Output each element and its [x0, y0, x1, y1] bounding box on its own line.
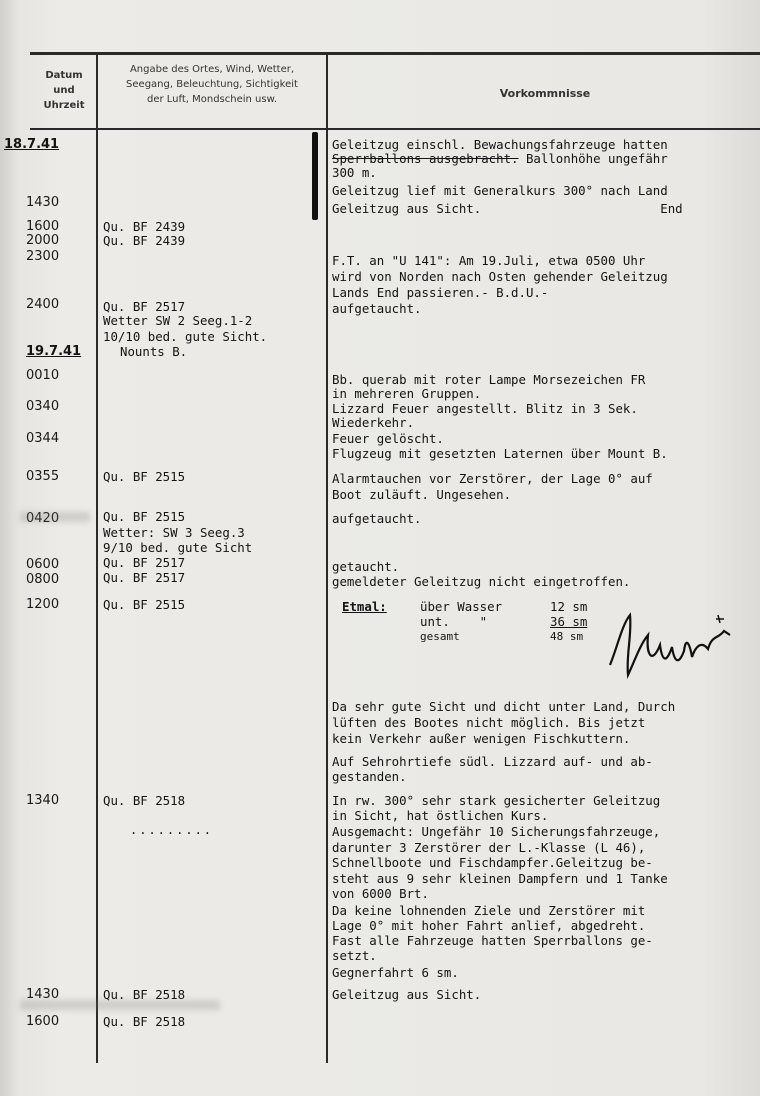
- entry-text: Alarmtauchen vor Zerstörer, der Lage 0° auf: [332, 471, 653, 486]
- entry-text: Lizzard Feuer angestellt. Blitz in 3 Sek.: [332, 401, 638, 416]
- entry-text: Geleitzug aus Sicht. End: [332, 201, 683, 216]
- entry-text: Flugzeug mit gesetzten Laternen über Mount B.: [332, 446, 668, 461]
- position: Qu. BF 2439: [103, 233, 186, 248]
- top-rule: [30, 52, 760, 55]
- time-1430: 1430: [26, 195, 60, 210]
- header-date-column: Datum und Uhrzeit: [43, 70, 85, 111]
- position: Qu. BF 2517: [103, 555, 186, 570]
- etmal-label: Etmal:: [342, 599, 387, 614]
- entry-text: getaucht.: [332, 559, 400, 574]
- entry-text: Geleitzug lief mit Generalkurs 300° nach Land: [332, 183, 668, 198]
- etmal-row-label: über Wasser: [420, 599, 503, 614]
- entry-text: Wiederkehr.: [332, 415, 415, 430]
- entry-text: in mehreren Gruppen.: [332, 386, 482, 401]
- time-2300: 2300: [26, 249, 60, 264]
- entry-text: Ausgemacht: Ungefähr 10 Sicherungsfahrzeuge,: [332, 824, 661, 839]
- time-0420: 0420: [26, 511, 60, 526]
- position: Qu. BF 2515: [103, 509, 186, 524]
- time-1600: 1600: [26, 1014, 60, 1029]
- entry-text: lüften des Bootes nicht möglich. Bis jetzt: [332, 715, 646, 730]
- time-1430: 1430: [26, 987, 60, 1002]
- entry-text: Gegnerfahrt 6 sm.: [332, 965, 459, 980]
- entry-text: Geleitzug einschl. Bewachungsfahrzeuge hatten: [332, 137, 668, 152]
- time-0010: 0010: [26, 368, 60, 383]
- header-events-column: Vorkommnisse: [499, 87, 591, 100]
- smudge: [20, 1000, 220, 1010]
- column-divider-place: [326, 55, 328, 1063]
- header-place-column: Angabe des Ortes, Wind, Wetter, Seegang, Beleuchtung, Sichtigkeit der Luft, Mondschein usw.: [126, 64, 298, 105]
- smudge: [20, 512, 90, 522]
- entry-text: 300 m.: [332, 165, 377, 180]
- entry-text: Lands End passieren.- B.d.U.-: [332, 285, 549, 300]
- entry-text: Sperrballons ausgebracht. Ballonhöhe ungefähr: [332, 151, 668, 166]
- etmal-row-value: 36 sm: [550, 614, 588, 629]
- time-0355: 0355: [26, 469, 60, 484]
- entry-text: Auf Sehrohrtiefe südl. Lizzard auf- und ab-: [332, 754, 653, 769]
- entry-text: Schnellboote und Fischdampfer.Geleitzug be-: [332, 855, 653, 870]
- time-0600: 0600: [26, 557, 60, 572]
- position: Qu. BF 2517: [103, 299, 186, 314]
- date-19-7-41: 19.7.41: [26, 344, 82, 359]
- weather: 9/10 bed. gute Sicht: [103, 540, 253, 555]
- position: Qu. BF 2515: [103, 469, 186, 484]
- position: Qu. BF 2518: [103, 987, 186, 1002]
- position: Qu. BF 2518: [103, 1014, 186, 1029]
- position-note: Nounts B.: [120, 344, 188, 359]
- entry-text: in Sicht, hat östlichen Kurs.: [332, 808, 549, 823]
- position: Qu. BF 2518: [103, 793, 186, 808]
- time-1200: 1200: [26, 597, 60, 612]
- time-0344: 0344: [26, 431, 60, 446]
- entry-text: aufgetaucht.: [332, 301, 422, 316]
- entry-text: Da sehr gute Sicht und dicht unter Land, Durch: [332, 699, 676, 714]
- entry-text: F.T. an "U 141": Am 19.Juli, etwa 0500 Uhr: [332, 253, 646, 268]
- position: Qu. BF 2517: [103, 570, 186, 585]
- weather: Wetter: SW 3 Seeg.3: [103, 525, 245, 540]
- entry-text: kein Verkehr außer wenigen Fischkuttern.: [332, 731, 631, 746]
- entry-text: Geleitzug aus Sicht.: [332, 987, 482, 1002]
- entry-text: gemeldeter Geleitzug nicht eingetroffen.: [332, 574, 631, 589]
- entry-text: Lage 0° mit hoher Fahrt anlief, abgedreht.: [332, 918, 646, 933]
- etmal-row-value: 12 sm: [550, 599, 588, 614]
- entry-text: steht aus 9 sehr kleinen Dampfern und 1 Tanke: [332, 871, 668, 886]
- time-0800: 0800: [26, 572, 60, 587]
- time-1340: 1340: [26, 793, 60, 808]
- entry-text: Boot zuläuft. Ungesehen.: [332, 487, 512, 502]
- entry-text: setzt.: [332, 948, 377, 963]
- entry-text: von 6000 Brt.: [332, 886, 429, 901]
- etmal-row-label: gesamt: [420, 630, 460, 643]
- date-18-7-41: 18.7.41: [4, 137, 60, 152]
- position: Qu. BF 2515: [103, 597, 186, 612]
- signature-icon: [600, 605, 750, 685]
- entry-text: gestanden.: [332, 769, 407, 784]
- weather: 10/10 bed. gute Sicht.: [103, 329, 268, 344]
- pen-mark: [312, 132, 318, 220]
- entry-text: Bb. querab mit roter Lampe Morsezeichen FR: [332, 372, 646, 387]
- entry-text: darunter 3 Zerstörer der L.-Klasse (L 46),: [332, 840, 646, 855]
- entry-text: Da keine lohnenden Ziele und Zerstörer mit: [332, 903, 646, 918]
- entry-text: Fast alle Fahrzeuge hatten Sperrballons ge-: [332, 933, 653, 948]
- time-2000: 2000: [26, 233, 60, 248]
- column-divider-date: [96, 55, 98, 1063]
- entry-text: wird von Norden nach Osten gehender Geleitzug: [332, 269, 668, 284]
- dotted-line: .........: [130, 823, 214, 837]
- etmal-row-value: 48 sm: [550, 630, 584, 643]
- time-1600: 1600: [26, 219, 60, 234]
- entry-text: aufgetaucht.: [332, 511, 422, 526]
- weather: Wetter SW 2 Seeg.1-2: [103, 313, 253, 328]
- entry-text: Feuer gelöscht.: [332, 431, 444, 446]
- time-0340: 0340: [26, 399, 60, 414]
- etmal-row-label: unt. ": [420, 614, 488, 629]
- time-2400: 2400: [26, 297, 60, 312]
- entry-text: In rw. 300° sehr stark gesicherter Geleitzug: [332, 793, 661, 808]
- position: Qu. BF 2439: [103, 219, 186, 234]
- header-rule: [30, 128, 760, 130]
